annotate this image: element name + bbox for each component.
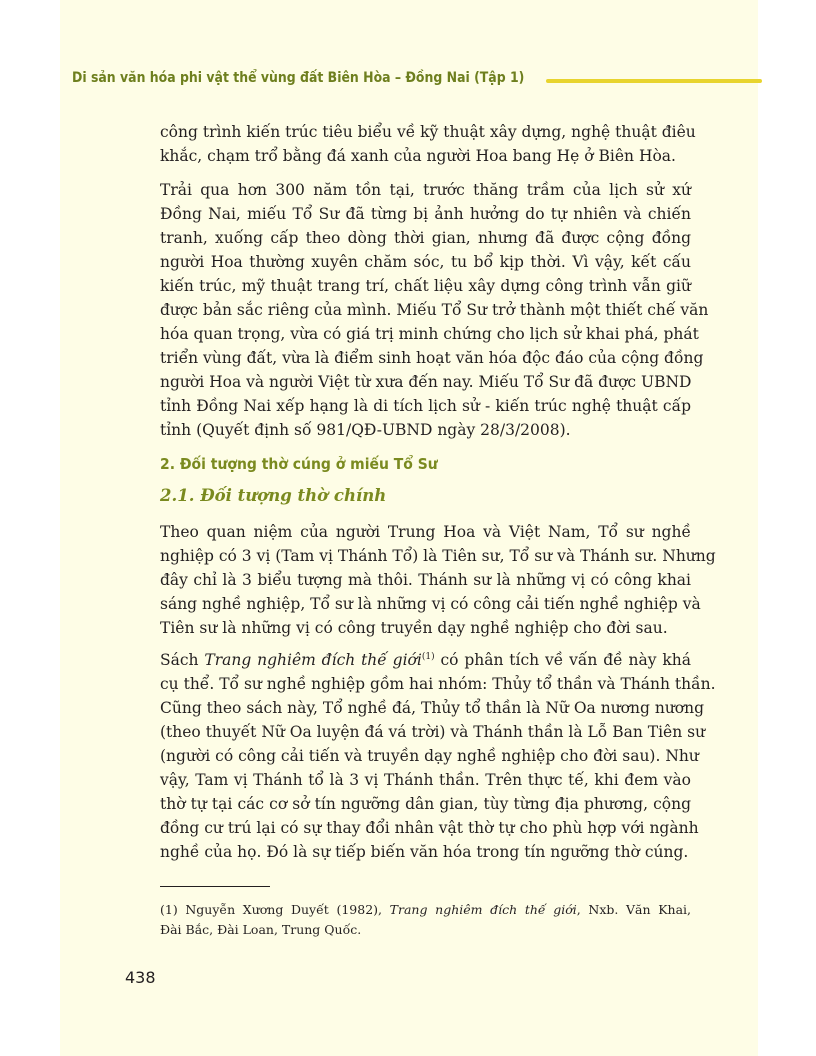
text-line: tỉnh (Quyết định số 981/QĐ-UBND ngày 28/3/2008).: [160, 421, 571, 439]
text-line: (người có công cải tiến và truyền dạy nghề nghiệp cho đời sau). Như: [160, 747, 699, 765]
footnote-line: Đài Bắc, Đài Loan, Trung Quốc.: [160, 922, 362, 937]
text-line: khắc, chạm trổ bằng đá xanh của người Hoa bang Hẹ ở Biên Hòa.: [160, 147, 676, 165]
footnote: [160, 900, 691, 940]
text-line: (theo thuyết Nữ Oa luyện đá vá trời) và Thánh thần là Lỗ Ban Tiên sư: [160, 723, 706, 741]
text-line: Tiên sư là những vị có công truyền dạy nghề nghiệp cho đời sau.: [160, 619, 668, 637]
paragraph-2-body: [160, 178, 709, 442]
text-fragment: có phân tích về vấn đề này khá: [434, 651, 691, 669]
paragraph-4-first-line: [160, 648, 691, 672]
text-line: sáng nghề nghiệp, Tổ sư là những vị có công cải tiến nghề nghiệp và: [160, 595, 701, 613]
text-line: hóa quan trọng, vừa có giá trị minh chứng cho lịch sử khai phá, phát: [160, 325, 699, 343]
text-line: đây chỉ là 3 biểu tượng mà thôi. Thánh sư là những vị có công khai: [160, 571, 691, 589]
text-fragment: (1) Nguyễn Xương Duyết (1982),: [160, 902, 390, 917]
text-fragment: Sách: [160, 651, 205, 669]
paragraph-4: [160, 672, 716, 864]
text-line: nghề của họ. Đó là sự tiếp biến văn hóa trong tín ngưỡng thờ cúng.: [160, 843, 689, 861]
paragraph-1: [160, 120, 696, 168]
text-line: người Hoa thường xuyên chăm sóc, tu bổ kịp thời. Vì vậy, kết cấu: [160, 253, 691, 271]
text-line: tỉnh Đồng Nai xếp hạng là di tích lịch sử - kiến trúc nghệ thuật cấp: [160, 397, 691, 415]
text-line: kiến trúc, mỹ thuật trang trí, chất liệu xây dựng công trình vẫn giữ: [160, 277, 691, 295]
text-line: cụ thể. Tổ sư nghề nghiệp gồm hai nhóm: Thủy tổ thần và Thánh thần.: [160, 675, 716, 693]
section-heading: 2. Đối tượng thờ cúng ở miếu Tổ Sư: [160, 455, 438, 473]
text-line: tranh, xuống cấp theo dòng thời gian, nhưng đã được cộng đồng: [160, 229, 691, 247]
text-fragment: , Nxb. Văn Khai,: [576, 902, 692, 917]
text-line: vậy, Tam vị Thánh tổ là 3 vị Thánh thần. Trên thực tế, khi đem vào: [160, 771, 691, 789]
text-line: triển vùng đất, vừa là điểm sinh hoạt văn hóa độc đáo của cộng đồng: [160, 349, 704, 367]
text-line: đồng cư trú lại có sự thay đổi nhân vật thờ tự cho phù hợp với ngành: [160, 819, 699, 837]
footnote-rule: [160, 886, 270, 887]
text-line: thờ tự tại các cơ sở tín ngưỡng dân gian, tùy từng địa phương, cộng: [160, 795, 691, 813]
text-line: Cũng theo sách này, Tổ nghề đá, Thủy tổ thần là Nữ Oa nương nương: [160, 699, 705, 717]
text-line: [160, 648, 691, 672]
paragraph-3: [160, 520, 716, 640]
page-number: 438: [125, 968, 156, 987]
book-title: Trang nghiêm đích thế giới: [204, 651, 422, 669]
text-line: công trình kiến trúc tiêu biểu về kỹ thuật xây dựng, nghệ thuật điêu: [160, 123, 696, 141]
text-line: Đồng Nai, miếu Tổ Sư đã từng bị ảnh hưởng do tự nhiên và chiến: [160, 205, 691, 223]
text-line: nghiệp có 3 vị (Tam vị Thánh Tổ) là Tiên sư, Tổ sư và Thánh sư. Nhưng: [160, 547, 716, 565]
subsection-heading: 2.1. Đối tượng thờ chính: [160, 486, 387, 505]
footnote-line: [160, 900, 691, 920]
header-rule: [546, 79, 762, 83]
text-line: người Hoa và người Việt từ xưa đến nay. Miếu Tổ Sư đã được UBND: [160, 373, 692, 391]
header-title: Di sản văn hóa phi vật thể vùng đất Biên Hòa – Đồng Nai (Tập 1): [72, 70, 525, 86]
book-title: Trang nghiêm đích thế giới: [389, 902, 577, 917]
text-line: được bản sắc riêng của mình. Miếu Tổ Sư trở thành một thiết chế văn: [160, 301, 709, 319]
running-header: [72, 70, 692, 92]
text-line: Trải qua hơn 300 năm tồn tại, trước thăng trầm của lịch sử xứ: [160, 181, 691, 199]
footnote-marker: (1): [421, 651, 435, 662]
text-line: Theo quan niệm của người Trung Hoa và Việt Nam, Tổ sư nghề: [160, 523, 691, 541]
